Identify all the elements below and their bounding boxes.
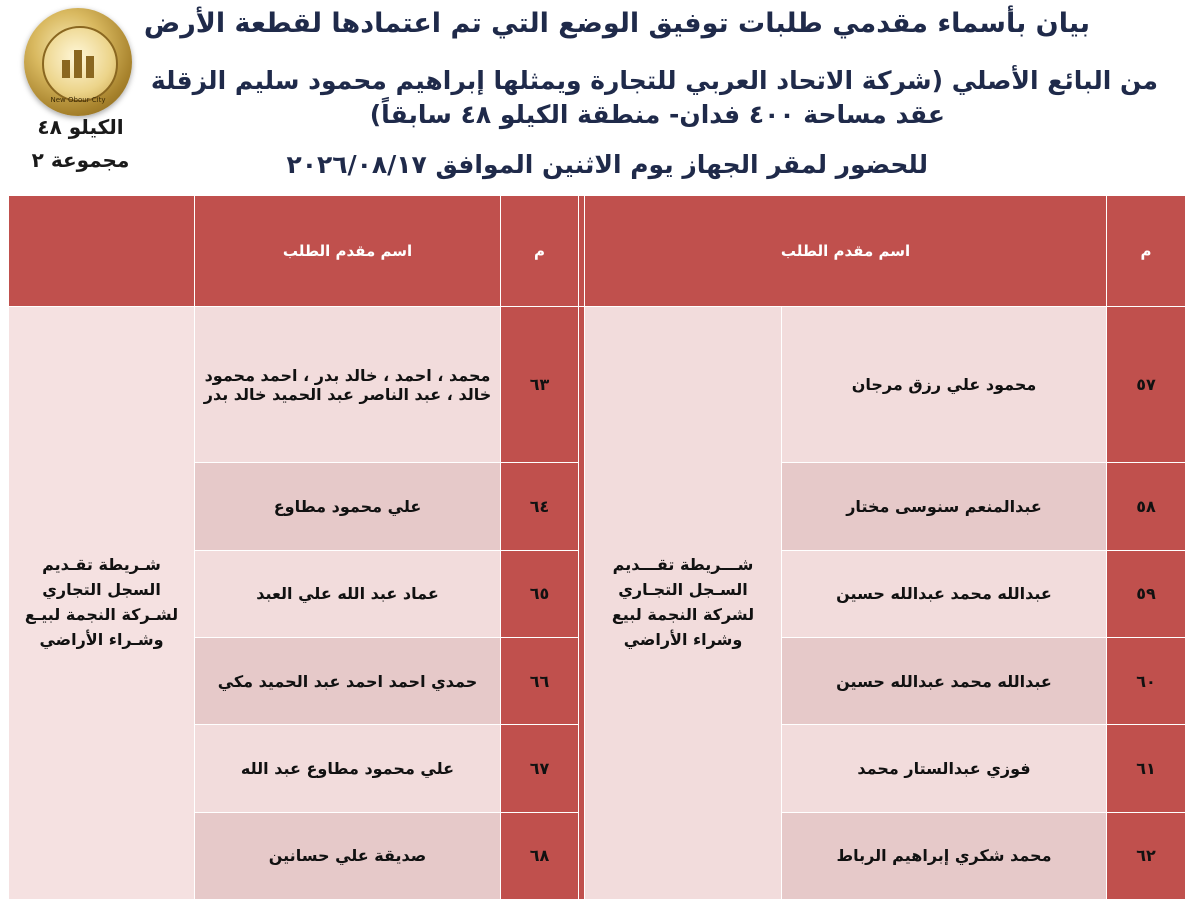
applicant-name-left: حمدي احمد احمد عبد الحميد مكي	[195, 638, 501, 725]
applicant-name-right: عبدالمنعم سنوسى مختار	[782, 463, 1107, 550]
applicant-name-left: صديقة علي حسانين	[195, 812, 501, 899]
row-number-right: ٥٩	[1107, 550, 1186, 637]
group-label: مجموعة ٢	[31, 148, 130, 172]
row-number-right: ٥٨	[1107, 463, 1186, 550]
ministry-logo	[24, 8, 132, 116]
table-row	[9, 307, 1186, 463]
row-number-left: ٦٣	[501, 307, 579, 463]
logo-building-icon	[62, 60, 70, 78]
condition-note-left: شـريطة تقـديم السجل التجاري لشـركة النجمة لبيـع وشـراء الأراضي	[9, 307, 195, 900]
applicant-name-left: محمد ، احمد ، خالد بدر ، احمد محمود خالد ، عبد الناصر عبد الحميد خالد بدر	[195, 307, 501, 463]
header-name-right: اسم مقدم الطلب	[585, 196, 1107, 307]
applicant-name-right: محمود علي رزق مرجان	[782, 307, 1107, 463]
applicant-name-right: فوزي عبدالستار محمد	[782, 725, 1107, 812]
attendance-line: للحضور لمقر الجهاز يوم الاثنين الموافق ٢٠٢٦/٠٨/١٧	[286, 150, 928, 179]
row-number-right: ٦٢	[1107, 812, 1186, 899]
row-number-right: ٦١	[1107, 725, 1186, 812]
applicant-name-right: عبدالله محمد عبدالله حسين	[782, 550, 1107, 637]
header-num-right: م	[1107, 196, 1186, 307]
logo-ring-text: New Obour City	[50, 96, 106, 104]
row-number-left: ٦٤	[501, 463, 579, 550]
applicant-name-right: محمد شكري إبراهيم الرباط	[782, 812, 1107, 899]
header-num-left: م	[501, 196, 579, 307]
logo-building-icon	[74, 50, 82, 78]
header-name-left: اسم مقدم الطلب	[195, 196, 501, 307]
applicants-table	[8, 195, 1186, 900]
header-note-cell	[9, 196, 195, 307]
table-header-row	[9, 196, 1186, 307]
condition-note-right: شـــريطة تقـــديم السـجل التجـاري لشركة النجمة لبيع وشراء الأراضي	[585, 307, 782, 900]
logo-building-icon	[86, 56, 94, 78]
title-line-2: من البائع الأصلي (شركة الاتحاد العربي للتجارة ويمثلها إبراهيم محمود سليم الزقلة	[150, 66, 1158, 95]
applicant-name-left: علي محمود مطاوع	[195, 463, 501, 550]
applicant-name-left: علي محمود مطاوع عبد الله	[195, 725, 501, 812]
row-number-left: ٦٨	[501, 812, 579, 899]
row-number-left: ٦٥	[501, 550, 579, 637]
title-line-1: بيان بأسماء مقدمي طلبات توفيق الوضع التي تم اعتمادها لقطعة الأرض	[143, 8, 1090, 39]
title-line-3: عقد مساحة ٤٠٠ فدان- منطقة الكيلو ٤٨ سابقاً)	[369, 100, 945, 129]
area-label: الكيلو ٤٨	[37, 115, 124, 139]
applicant-name-right: عبدالله محمد عبدالله حسين	[782, 638, 1107, 725]
row-number-left: ٦٧	[501, 725, 579, 812]
row-number-right: ٥٧	[1107, 307, 1186, 463]
applicant-name-left: عماد عبد الله علي العبد	[195, 550, 501, 637]
row-number-right: ٦٠	[1107, 638, 1186, 725]
row-number-left: ٦٦	[501, 638, 579, 725]
logo-emblem	[42, 26, 118, 102]
